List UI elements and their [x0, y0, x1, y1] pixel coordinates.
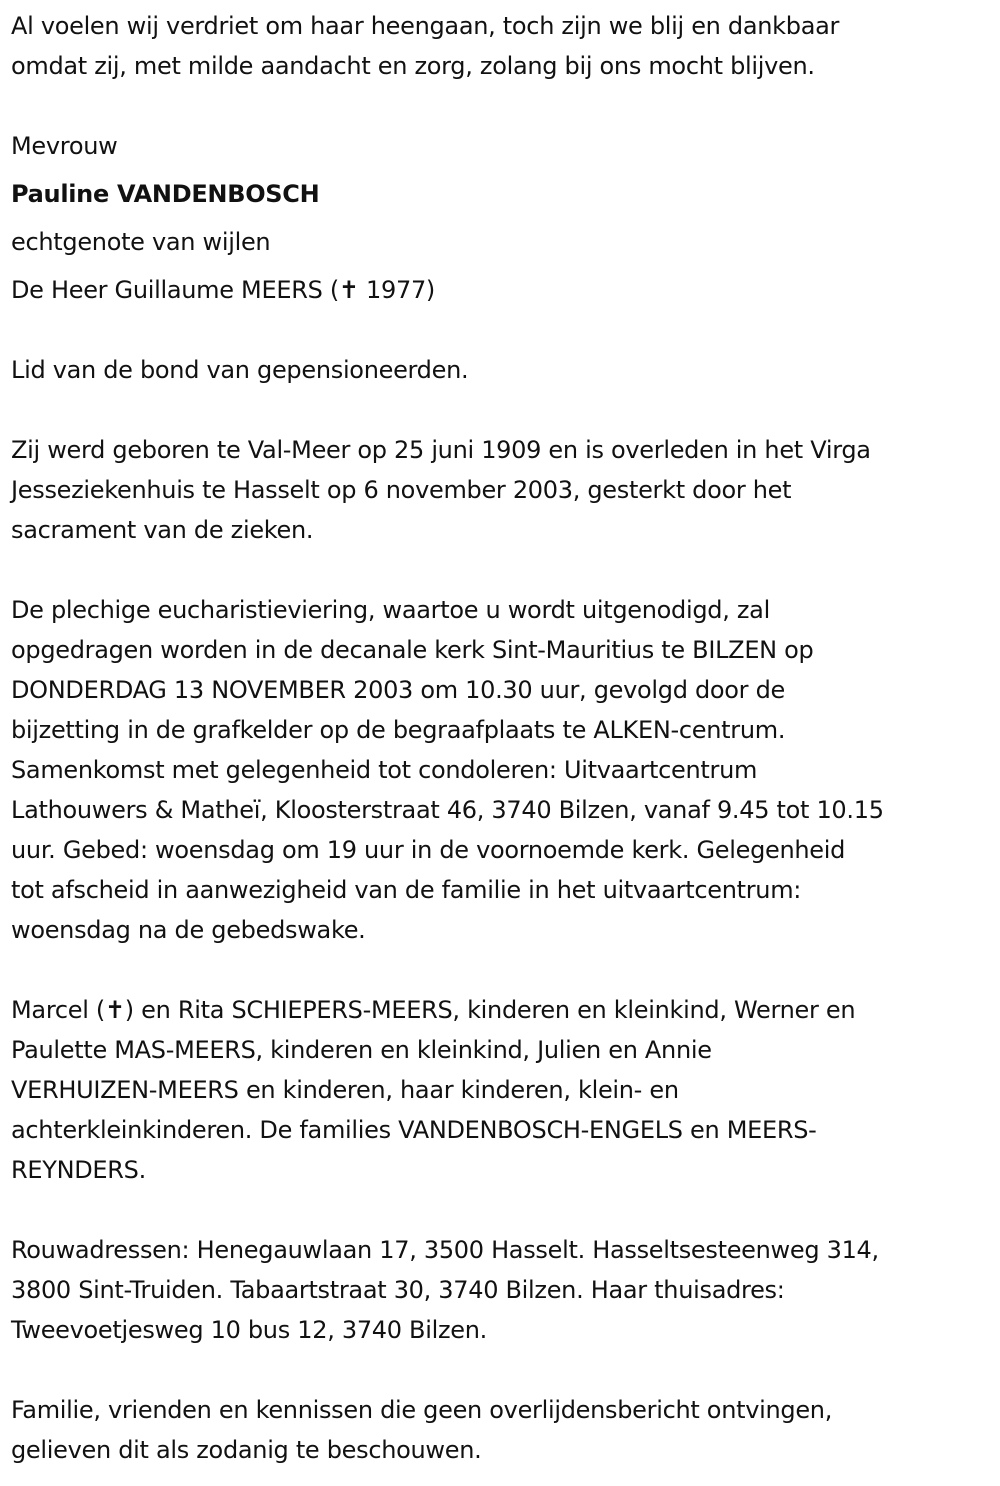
- addresses-text: Rouwadressen: Henegauwlaan 17, 3500 Hasselt. Hasseltsesteenweg 314, 3800 Sint-Truiden. Tabaartstraat 30, 3740 Bilzen. Haar thuisadres: Tweevoetjesweg 10 bus 12, 3740 Bilzen.: [11, 1236, 879, 1344]
- membership-text: Lid van de bond van gepensioneerden.: [11, 356, 469, 384]
- ceremony-text: De plechige eucharistieviering, waartoe u wordt uitgenodigd, zal opgedragen worden in de decanale kerk Sint-Mauritius te BILZEN op DONDERDAG 13 NOVEMBER 2003 om 10.30 uur, gevolgd door de bijzetting in de grafkelder op de begraafplaats te ALKEN-centrum. Samenkomst met gelegenheid tot condoleren: Uitvaartcentrum Lathouwers & Matheï, Kloosterstraat 46, 3740 Bilzen, vanaf 9.45 tot 10.15 uur. Gebed: woensdag om 19 uur in de voornoemde kerk. Gelegenheid tot afscheid in aanwezigheid van de familie in het uitvaartcentrum: woensdag na de gebedswake.: [11, 596, 884, 944]
- person-block: [11, 122, 990, 314]
- person-name: Pauline VANDENBOSCH: [11, 180, 320, 208]
- person-spouse: De Heer Guillaume MEERS (✝ 1977): [11, 276, 435, 304]
- family-text: Marcel (✝) en Rita SCHIEPERS-MEERS, kinderen en kleinkind, Werner en Paulette MAS-MEERS, kinderen en kleinkind, Julien en Annie VERHUIZEN-MEERS en kinderen, haar kinderen, klein- en achterkleinkinderen. De families VANDENBOSCH-ENGELS en MEERS- REYNDERS.: [11, 996, 856, 1184]
- closing-text: Familie, vrienden en kennissen die geen overlijdensbericht ontvingen, gelieven dit als zodanig te beschouwen.: [11, 1396, 833, 1464]
- birth-death-text: Zij werd geboren te Val-Meer op 25 juni 1909 en is overleden in het Virga Jesseziekenhuis te Hasselt op 6 november 2003, gesterkt door het sacrament van de zieken.: [11, 436, 871, 544]
- intro-text: Al voelen wij verdriet om haar heengaan, toch zijn we blij en dankbaar omdat zij, met milde aandacht en zorg, zolang bij ons mocht blijven.: [11, 12, 840, 80]
- person-relation: echtgenote van wijlen: [11, 228, 271, 256]
- person-title: Mevrouw: [11, 132, 118, 160]
